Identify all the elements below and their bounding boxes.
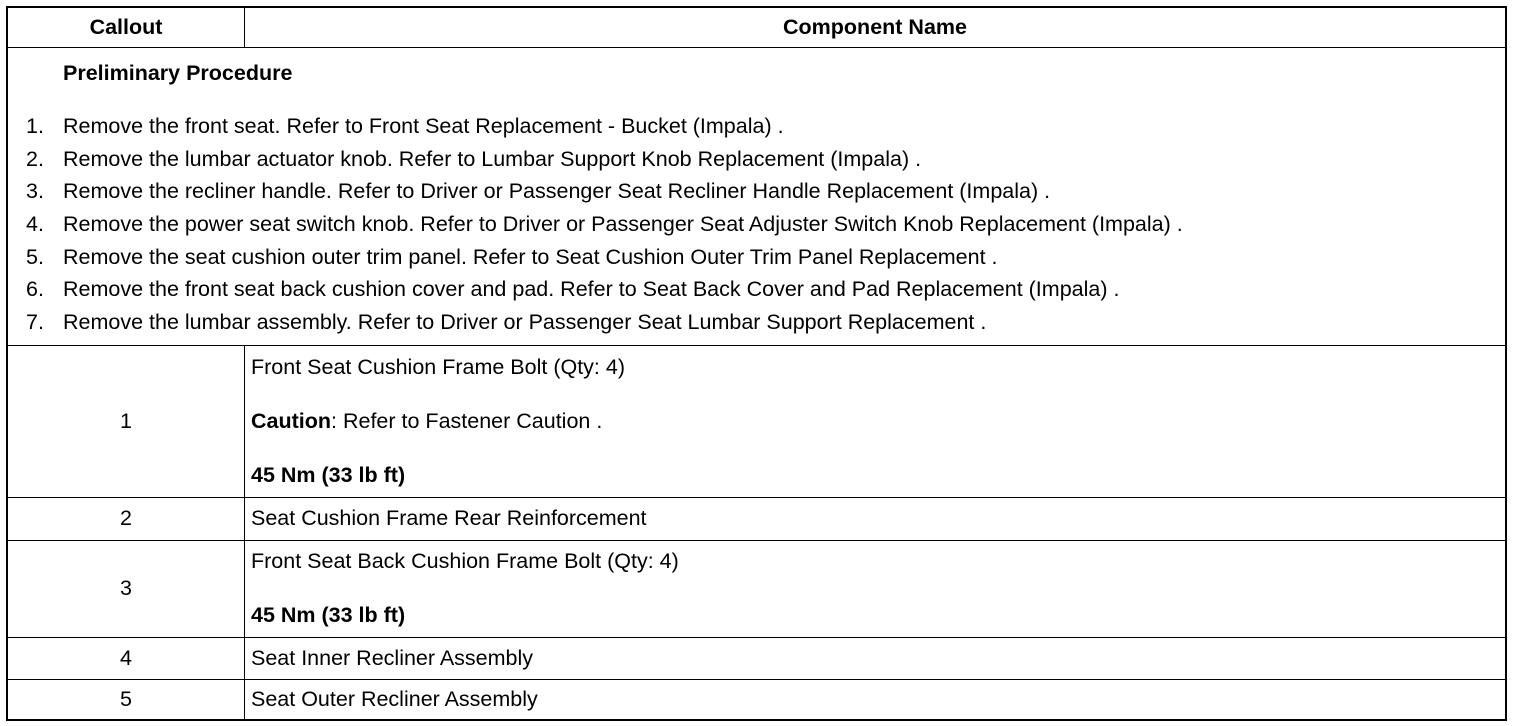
table-row — [7, 540, 1506, 637]
component-name: Front Seat Back Cushion Frame Bolt (Qty: 4) — [251, 549, 679, 574]
step-text: Remove the power seat switch knob. Refer to Driver or Passenger Seat Adjuster Switch Knob Replacement (Impala) . — [63, 212, 1183, 237]
caution-label: Caution — [251, 408, 332, 433]
torque-spec: 45 Nm (33 lb ft) — [251, 603, 406, 628]
step-text: Remove the lumbar actuator knob. Refer to Lumbar Support Knob Replacement (Impala) . — [63, 146, 922, 171]
caution-text: : Refer to Fastener Caution . — [331, 408, 603, 433]
component-name: Seat Outer Recliner Assembly — [245, 679, 1507, 720]
callout-header: Callout — [7, 7, 245, 48]
callout-cell: 5 — [7, 679, 245, 720]
table-row — [7, 497, 1506, 540]
step-text: Remove the seat cushion outer trim panel. Refer to Seat Cushion Outer Trim Panel Replacement . — [63, 244, 998, 269]
step-item — [26, 273, 1505, 306]
component-table — [6, 6, 1507, 721]
step-item — [26, 143, 1505, 176]
step-item — [26, 110, 1505, 143]
component-cell — [245, 345, 1507, 497]
header-row — [7, 7, 1506, 48]
step-item — [26, 241, 1505, 274]
caution-line — [251, 408, 1505, 435]
component-cell — [245, 540, 1507, 637]
step-text: Remove the front seat back cushion cover and pad. Refer to Seat Back Cover and Pad Replacement (Impala) . — [63, 277, 1120, 302]
table-row — [7, 679, 1506, 720]
table-row — [7, 345, 1506, 497]
step-text: Remove the recliner handle. Refer to Driver or Passenger Seat Recliner Handle Replacement (Impala) . — [63, 179, 1051, 204]
component-name: Front Seat Cushion Frame Bolt (Qty: 4) — [251, 354, 625, 379]
callout-cell: 1 — [7, 345, 245, 497]
step-number: 5. — [26, 244, 44, 269]
preliminary-procedure — [7, 48, 1506, 346]
step-number: 7. — [26, 310, 44, 335]
step-number: 1. — [26, 114, 44, 138]
callout-cell: 4 — [7, 637, 245, 679]
torque-spec: 45 Nm (33 lb ft) — [251, 462, 406, 487]
step-item — [26, 306, 1505, 339]
step-number: 4. — [26, 212, 44, 237]
table-row — [7, 637, 1506, 679]
step-number: 6. — [26, 277, 44, 302]
component-name: Seat Inner Recliner Assembly — [245, 637, 1507, 679]
step-number: 3. — [26, 179, 44, 204]
component-name-header: Component Name — [245, 7, 1507, 48]
preliminary-row — [7, 48, 1506, 346]
callout-cell: 2 — [7, 497, 245, 540]
preliminary-steps — [8, 110, 1505, 339]
step-item — [26, 208, 1505, 241]
callout-cell: 3 — [7, 540, 245, 637]
preliminary-title: Preliminary Procedure — [63, 61, 293, 85]
step-item — [26, 175, 1505, 208]
step-text: Remove the front seat. Refer to Front Seat Replacement - Bucket (Impala) . — [63, 114, 784, 138]
step-number: 2. — [26, 146, 44, 171]
component-name: Seat Cushion Frame Rear Reinforcement — [245, 497, 1507, 540]
step-text: Remove the lumbar assembly. Refer to Driver or Passenger Seat Lumbar Support Replacement . — [63, 310, 987, 335]
